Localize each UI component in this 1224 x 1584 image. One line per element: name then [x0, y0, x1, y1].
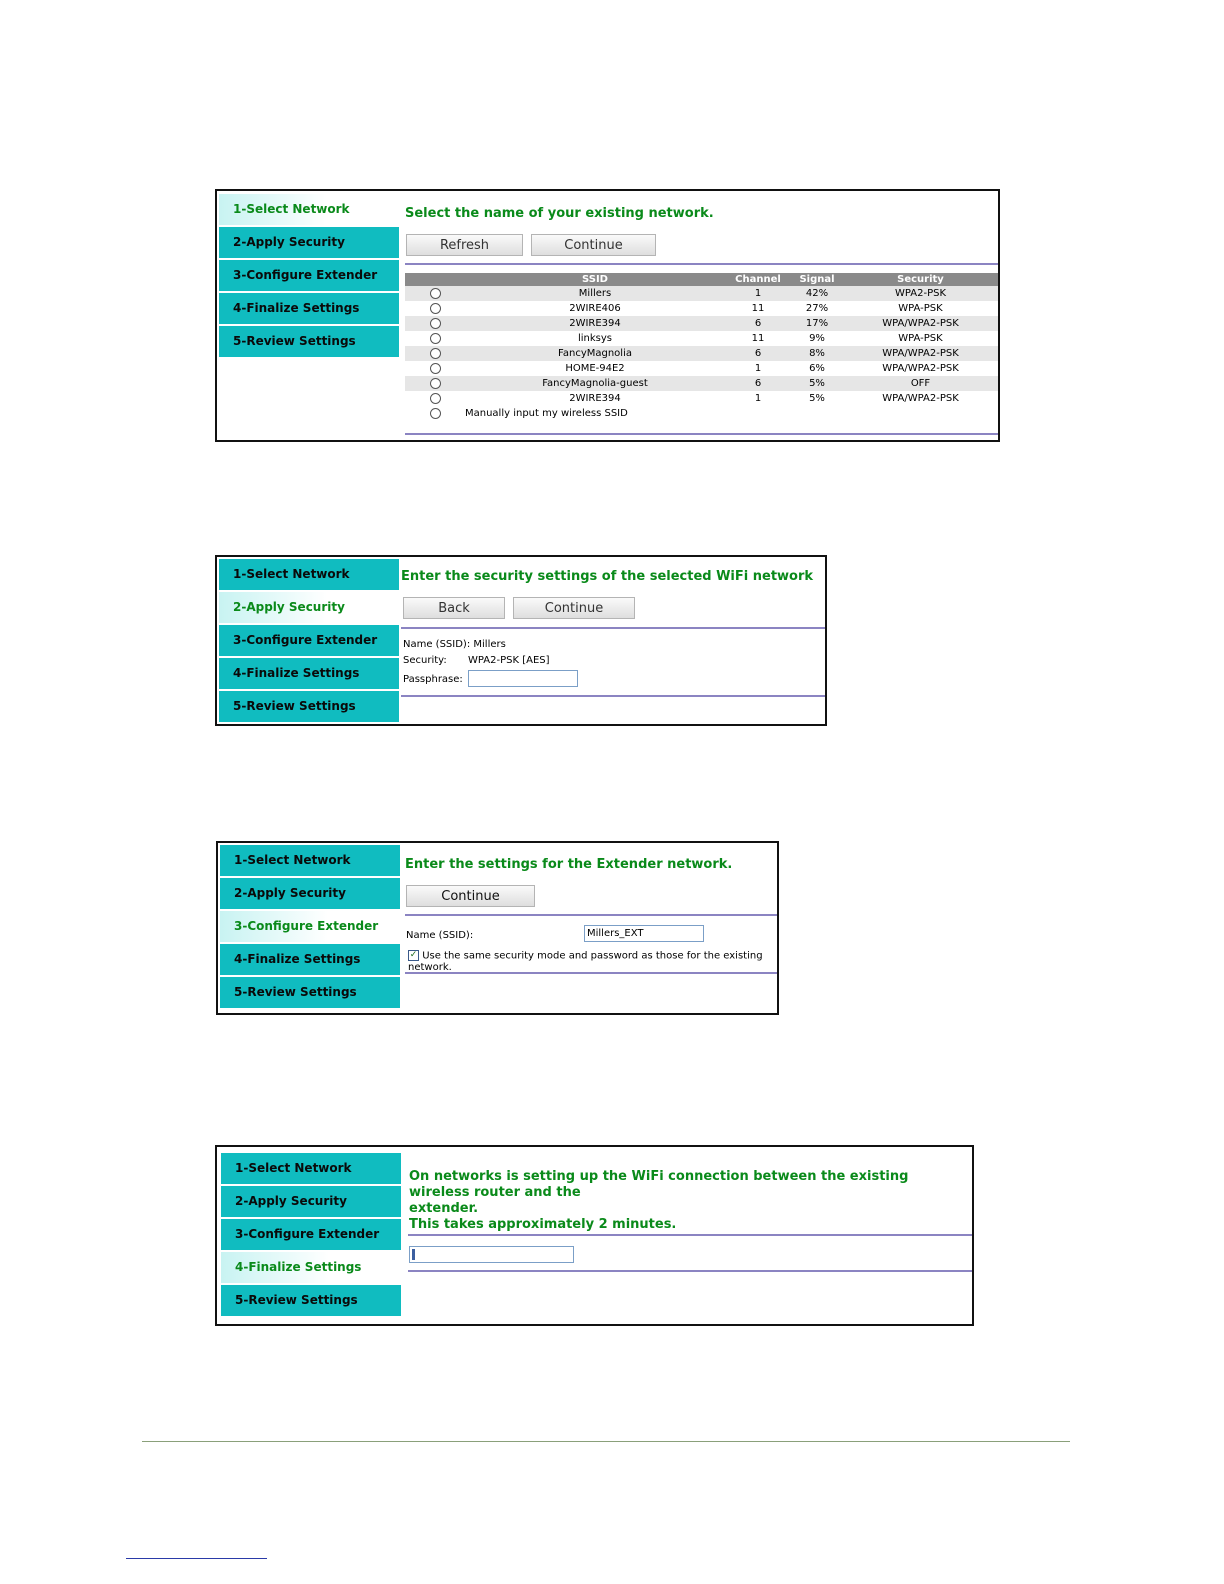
radio-column-header	[405, 273, 465, 286]
signal-cell: 17%	[791, 316, 843, 331]
ssid-label-text: Name (SSID):	[403, 639, 471, 650]
page-heading: Enter the security settings of the selected WiFi network	[401, 569, 814, 584]
signal-cell: 8%	[791, 346, 843, 361]
row-radio-cell[interactable]	[405, 301, 465, 316]
signal-cell: 5%	[809, 393, 825, 404]
divider	[401, 627, 825, 629]
page-heading: Enter the settings for the Extender network.	[405, 857, 733, 872]
manual-ssid-row[interactable]	[405, 406, 998, 421]
wizard-sidebar	[219, 194, 399, 359]
row-radio-cell[interactable]	[405, 391, 465, 406]
nav-review-settings[interactable]: 5-Review Settings	[219, 691, 399, 722]
table-row[interactable]	[405, 316, 998, 331]
row-radio-cell[interactable]	[405, 406, 465, 421]
page-footer-rule	[142, 1441, 1070, 1442]
ssid-label	[403, 639, 506, 650]
security-cell: WPA/WPA2-PSK	[843, 316, 998, 331]
nav-finalize-settings[interactable]: 4-Finalize Settings	[220, 944, 400, 975]
signal-cell: 27%	[805, 303, 829, 314]
back-button[interactable]: Back	[403, 597, 505, 619]
channel-cell: 6	[725, 346, 791, 361]
row-radio-cell[interactable]	[405, 316, 465, 331]
row-radio-cell[interactable]	[405, 361, 465, 376]
finalize-settings-panel	[215, 1145, 974, 1326]
heading-line-1: On networks is setting up the WiFi connection between the existing wireless router and the	[409, 1169, 909, 1200]
wizard-sidebar	[220, 845, 400, 1010]
security-value: WPA2-PSK [AES]	[468, 655, 550, 666]
wizard-sidebar	[219, 559, 399, 724]
table-row[interactable]	[405, 331, 998, 346]
nav-select-network[interactable]: 1-Select Network	[221, 1153, 401, 1184]
select-network-panel	[215, 189, 1000, 442]
nav-apply-security[interactable]: 2-Apply Security	[219, 227, 399, 258]
channel-cell: 11	[751, 333, 765, 344]
nav-select-network[interactable]: 1-Select Network	[219, 194, 399, 225]
channel-cell: 1	[754, 363, 762, 374]
row-radio-cell[interactable]	[405, 331, 465, 346]
same-security-checkbox[interactable]: ✓	[409, 950, 418, 960]
signal-cell: 9%	[809, 333, 825, 344]
nav-configure-extender[interactable]: 3-Configure Extender	[219, 260, 399, 291]
network-radio[interactable]	[430, 303, 441, 314]
channel-cell: 6	[725, 376, 791, 391]
divider	[405, 914, 777, 916]
network-radio[interactable]	[430, 393, 441, 404]
table-row[interactable]	[405, 376, 998, 391]
signal-cell: 5%	[791, 376, 843, 391]
row-radio-cell[interactable]	[405, 286, 465, 301]
nav-review-settings[interactable]: 5-Review Settings	[219, 326, 399, 357]
table-row[interactable]	[405, 301, 998, 316]
column-header-signal: Signal	[791, 273, 843, 286]
same-security-label: Use the same security mode and password as those for the existing network.	[408, 950, 763, 973]
security-cell: WPA-PSK	[898, 333, 943, 344]
nav-review-settings[interactable]: 5-Review Settings	[220, 977, 400, 1008]
nav-configure-extender[interactable]: 3-Configure Extender	[221, 1219, 401, 1250]
security-cell: WPA2-PSK	[843, 286, 998, 301]
signal-cell: 42%	[791, 286, 843, 301]
ssid-value: Millers	[473, 639, 506, 650]
passphrase-label: Passphrase:	[403, 674, 463, 685]
nav-finalize-settings[interactable]: 4-Finalize Settings	[221, 1252, 401, 1283]
ssid-cell: 2WIRE406	[569, 303, 621, 314]
continue-button[interactable]: Continue	[531, 234, 656, 256]
network-radio[interactable]	[430, 348, 441, 359]
footnote-rule	[126, 1558, 267, 1559]
network-radio[interactable]	[430, 363, 441, 374]
ssid-cell: Millers	[465, 286, 725, 301]
configure-extender-panel	[216, 841, 779, 1015]
nav-apply-security[interactable]: 2-Apply Security	[220, 878, 400, 909]
nav-review-settings[interactable]: 5-Review Settings	[221, 1285, 401, 1316]
nav-configure-extender[interactable]: 3-Configure Extender	[219, 625, 399, 656]
nav-finalize-settings[interactable]: 4-Finalize Settings	[219, 293, 399, 324]
continue-button[interactable]: Continue	[406, 885, 535, 907]
manual-ssid-label: Manually input my wireless SSID	[465, 408, 628, 419]
ssid-cell: FancyMagnolia	[465, 346, 725, 361]
network-radio[interactable]	[430, 318, 441, 329]
security-cell: WPA-PSK	[898, 303, 943, 314]
security-cell: WPA/WPA2-PSK	[882, 393, 959, 404]
row-radio-cell[interactable]	[405, 346, 465, 361]
nav-configure-extender[interactable]: 3-Configure Extender	[220, 911, 400, 942]
row-radio-cell[interactable]	[405, 376, 465, 391]
nav-apply-security[interactable]: 2-Apply Security	[221, 1186, 401, 1217]
ssid-cell: linksys	[577, 333, 613, 344]
channel-cell: 6	[725, 316, 791, 331]
security-label: Security:	[403, 655, 447, 666]
extender-ssid-input[interactable]: Millers_EXT	[584, 925, 704, 942]
ssid-cell: 2WIRE394	[569, 393, 621, 404]
network-radio[interactable]	[430, 288, 441, 299]
channel-cell: 1	[725, 286, 791, 301]
security-cell: OFF	[843, 376, 998, 391]
nav-select-network[interactable]: 1-Select Network	[220, 845, 400, 876]
table-row[interactable]	[405, 286, 998, 301]
column-header-security: Security	[843, 273, 998, 286]
page-heading: Select the name of your existing network.	[405, 206, 714, 221]
signal-cell: 6%	[809, 363, 825, 374]
divider-bottom	[401, 695, 825, 697]
security-cell: WPA/WPA2-PSK	[882, 363, 959, 374]
table-row[interactable]	[405, 361, 998, 376]
divider-bottom	[405, 433, 998, 435]
progress-bar	[409, 1246, 574, 1263]
nav-apply-security[interactable]: 2-Apply Security	[219, 592, 399, 623]
network-table	[405, 273, 998, 421]
column-header-ssid: SSID	[465, 273, 725, 286]
ssid-cell: FancyMagnolia-guest	[465, 376, 725, 391]
page-heading	[409, 1169, 972, 1233]
nav-finalize-settings[interactable]: 4-Finalize Settings	[219, 658, 399, 689]
heading-line-3: This takes approximately 2 minutes.	[409, 1217, 677, 1232]
table-row[interactable]	[405, 346, 998, 361]
ssid-cell: HOME-94E2	[565, 363, 625, 374]
same-security-option[interactable]	[408, 950, 777, 973]
heading-line-2: extender.	[409, 1201, 479, 1216]
refresh-button[interactable]: Refresh	[406, 234, 523, 256]
wizard-sidebar	[221, 1153, 401, 1318]
channel-cell: 1	[754, 393, 762, 404]
apply-security-panel	[215, 555, 827, 726]
progress-fill	[412, 1249, 415, 1260]
channel-cell: 11	[751, 303, 765, 314]
ssid-cell: 2WIRE394	[465, 316, 725, 331]
passphrase-input[interactable]	[468, 670, 578, 687]
divider-bottom	[408, 1270, 972, 1272]
manual-ssid-radio[interactable]	[430, 408, 441, 419]
divider-bottom	[405, 972, 777, 974]
table-row[interactable]	[405, 391, 998, 406]
continue-button[interactable]: Continue	[513, 597, 635, 619]
divider	[408, 1234, 972, 1236]
network-radio[interactable]	[430, 378, 441, 389]
ssid-label: Name (SSID):	[406, 930, 474, 941]
nav-select-network[interactable]: 1-Select Network	[219, 559, 399, 590]
security-cell: WPA/WPA2-PSK	[843, 346, 998, 361]
network-radio[interactable]	[430, 333, 441, 344]
divider	[405, 263, 998, 265]
column-header-channel: Channel	[725, 273, 791, 286]
